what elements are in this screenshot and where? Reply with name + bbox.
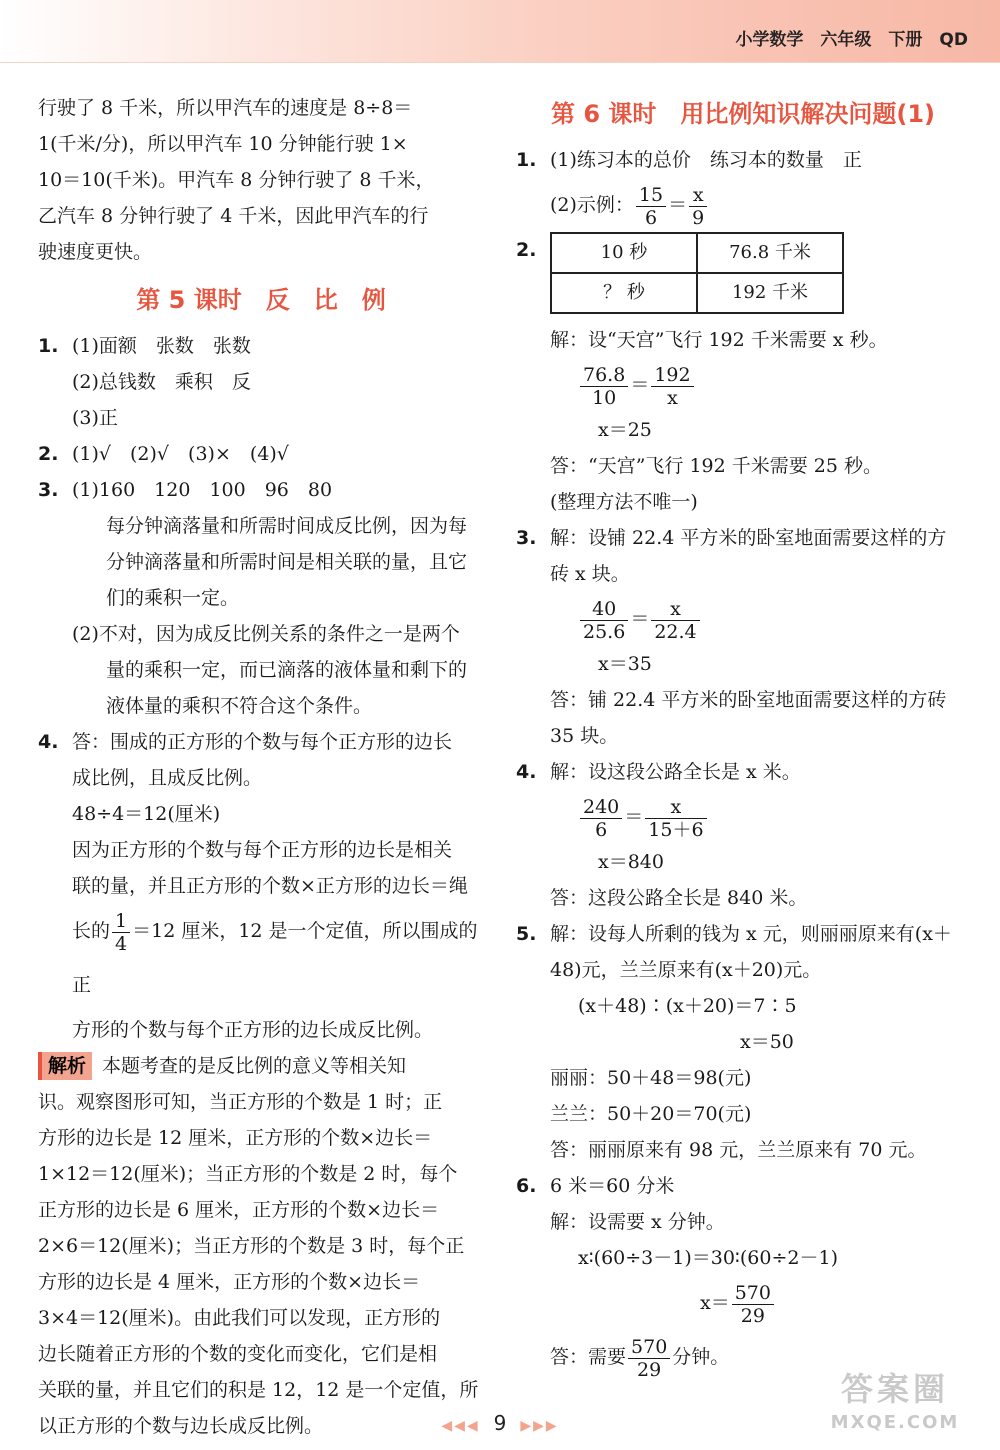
answer-line: 们的乘积一定。 [106,587,240,609]
fraction-denominator: 6 [595,818,608,841]
fraction [645,796,706,841]
answer-line: 兰兰：50＋20＝70(元) [550,1103,752,1125]
fraction [636,184,666,229]
answer-line: x∶(60÷3－1)＝30∶(60÷2－1) [578,1247,838,1269]
equals-sign: ＝ [624,806,644,828]
analysis-first-line [38,1048,484,1084]
answer-line: (1)√ (2)√ (3)× (4)√ [72,443,289,465]
text-part: 答：需要 [550,1346,627,1368]
fraction-numerator: 1 [112,910,130,933]
analysis-line: 方形的边长是 4 厘米，正方形的个数×边长＝ [38,1271,421,1293]
fraction-numerator: x [689,184,707,207]
answer-line: (2)不对，因为成反比例关系的条件之一是两个 [72,623,460,645]
fraction-denominator: 4 [115,932,128,955]
fraction-denominator: 25.6 [583,620,626,643]
answer-line: x＝25 [598,419,652,441]
analysis-line: 2×6＝12(厘米)；当正方形的个数是 3 时，每个正 [38,1235,465,1257]
table-cell: ？ 秒 [551,273,697,313]
question-number: 5. [516,923,537,945]
equation-fraction [550,592,970,646]
answer-line: 丽丽：50＋48＝98(元) [550,1067,752,1089]
fraction-numerator: x [645,796,706,819]
question-2 [516,232,970,520]
table-row [551,273,843,313]
answer-line: (1)160 120 100 96 80 [72,479,333,501]
analysis-line: 识。观察图形可知，当正方形的个数是 1 时；正 [38,1091,443,1113]
answer-line: 35 块。 [550,725,619,747]
fraction-numerator: 240 [580,796,622,819]
answer-line: 48÷4＝12(厘米) [72,803,221,825]
answer-line: 答：这段公路全长是 840 米。 [550,887,808,909]
answer-line: x＝840 [598,851,664,873]
text-part: 本题考查的是反比例的意义等相关知 [102,1055,407,1077]
page-number: 9 [493,1411,507,1435]
question-1 [516,142,970,232]
analysis-line: 以正方形的个数与边长成反比例。 [38,1415,324,1437]
answer-line: x＝50 [740,1031,794,1053]
fraction-numerator: 192 [651,364,693,387]
answer-line: 解：设每人所剩的钱为 x 元，则丽丽原来有(x＋ [550,923,952,945]
equation-fraction [550,790,970,844]
question-number: 4. [38,731,59,753]
answer-line: (1)面额 张数 张数 [72,335,251,357]
fraction-numerator: 570 [628,1336,670,1359]
question-4 [38,724,484,1048]
text-part: 长的 [72,920,111,942]
analysis-block [38,1048,484,1444]
answer-line: x＝35 [598,653,652,675]
equation-fraction [550,358,970,412]
analysis-line: 3×4＝12(厘米)。由此我们可以发现，正方形的 [38,1307,441,1329]
watermark-url: MXQE.COM [830,1412,960,1433]
question-5 [516,916,970,1168]
fraction-denominator: 29 [637,1358,662,1381]
answer-line: (3)正 [72,407,118,429]
fraction-numerator: 15 [636,184,666,207]
fraction-denominator: 10 [592,386,617,409]
fraction-numerator: 76.8 [580,364,628,387]
answer-line: 分钟滴落量和所需时间是相关联的量，且它 [106,551,468,573]
question-2 [38,436,484,472]
fraction [628,1336,670,1381]
header-book-info: 小学数学 六年级 下册 QD [735,30,968,50]
answer-line: (整理方法不唯一) [550,491,698,513]
question-1 [38,328,484,436]
analysis-line: 关联的量，并且它们的积是 12，12 是一个定值，所 [38,1379,479,1401]
fraction-numerator: 570 [732,1282,774,1305]
answer-line: (2)总钱数 乘积 反 [72,371,251,393]
answer-line: 答：铺 22.4 平方米的卧室地面需要这样的方砖 [550,689,947,711]
fraction-denominator: 15＋6 [648,818,704,841]
question-number: 6. [516,1175,537,1197]
intro-line: 1(千米/分)，所以甲汽车 10 分钟能行驶 1× [38,133,408,155]
intro-line: 行驶了 8 千米，所以甲汽车的速度是 8÷8＝ [38,97,413,119]
question-number: 2. [516,239,537,261]
answer-line: 因为正方形的个数与每个正方形的边长是相关 [72,839,453,861]
text-part: x＝ [700,1292,730,1314]
answer-line: 48)元，兰兰原来有(x＋20)元。 [550,959,822,981]
answer-line-fraction [72,904,484,1012]
fraction-denominator: x [667,386,678,409]
speed-time-table [550,232,844,314]
question-3 [38,472,484,724]
lesson6-title: 第 6 课时 用比例知识解决问题(1) [550,100,936,128]
table-cell: 76.8 千米 [697,233,843,273]
fraction [651,364,693,409]
answer-line: 解：设铺 22.4 平方米的卧室地面需要这样的方 [550,527,947,549]
analysis-line: 方形的边长是 12 厘米，正方形的个数×边长＝ [38,1127,433,1149]
answer-line: 答：围成的正方形的个数与每个正方形的边长 [72,731,453,753]
left-column [38,90,484,1444]
answer-line: 解：设这段公路全长是 x 米。 [550,761,801,783]
watermark-text: 答案圈 [840,1370,949,1408]
question-3 [516,520,970,754]
answer-line: 解：设“天宫”飞行 192 千米需要 x 秒。 [550,329,888,351]
text-part: (2)示例： [550,194,634,216]
lesson5-title: 第 5 课时 反 比 例 [136,286,386,314]
fraction [112,910,130,955]
prev-arrows-icon: ◀◀◀ [441,1418,480,1434]
answer-line: (x＋48)∶(x＋20)＝7∶5 [578,995,797,1017]
analysis-line: 1×12＝12(厘米)；当正方形的个数是 2 时，每个 [38,1163,458,1185]
table-cell: 10 秒 [551,233,697,273]
question-number: 1. [516,149,537,171]
fraction-denominator: 29 [740,1304,765,1327]
answer-line: (1)练习本的总价 练习本的数量 正 [550,149,862,171]
fraction [732,1282,774,1327]
watermark-logo [810,1368,980,1446]
fraction [580,598,628,643]
fraction-numerator: 40 [580,598,628,621]
equals-sign: ＝ [630,374,650,396]
answer-line: 6 米＝60 分米 [550,1175,675,1197]
answer-line: 成比例，且成反比例。 [72,767,263,789]
fraction-numerator: x [651,598,699,621]
question-number: 1. [38,335,59,357]
fraction-denominator: 22.4 [654,620,697,643]
analysis-line: 边长随着正方形的个数的变化而变化，它们是相 [38,1343,438,1365]
answer-line: 每分钟滴落量和所需时间成反比例，因为每 [106,515,468,537]
answer-line: 方形的个数与每个正方形的边长成反比例。 [72,1019,434,1041]
question-number: 3. [516,527,537,549]
equals-sign: ＝ [630,608,650,630]
next-arrows-icon: ▶▶▶ [520,1418,559,1434]
answer-line-fraction [550,178,970,232]
answer-line: 答：丽丽原来有 98 元，兰兰原来有 70 元。 [550,1139,927,1161]
answer-line: 量的乘积一定，而已滴落的液体量和剩下的 [106,659,468,681]
intro-line: 10＝10(千米)。甲汽车 8 分钟行驶了 8 千米， [38,169,435,191]
fraction-denominator: 6 [644,206,658,229]
intro-line: 乙汽车 8 分钟行驶了 4 千米，因此甲汽车的行 [38,205,429,227]
analysis-tag: 解析 [38,1052,92,1080]
fraction [651,598,699,643]
fraction-denominator: 9 [692,206,705,229]
right-column [516,92,970,1384]
fraction [689,184,707,229]
question-number: 4. [516,761,537,783]
text-part: 分钟。 [672,1346,730,1368]
answer-line: 液体量的乘积不符合这个条件。 [106,695,373,717]
question-number: 3. [38,479,59,501]
answer-line-fraction [550,1276,970,1330]
answer-line: 解：设需要 x 分钟。 [550,1211,725,1233]
answer-line: 砖 x 块。 [550,563,630,585]
question-4 [516,754,970,916]
table-cell: 192 千米 [697,273,843,313]
question-number: 2. [38,443,59,465]
fraction [580,364,628,409]
analysis-line: 正方形的边长是 6 厘米，正方形的个数×边长＝ [38,1199,440,1221]
equals-sign: ＝ [668,194,688,216]
table-row [551,233,843,273]
intro-line: 驶速度更快。 [38,241,153,263]
fraction [580,796,622,841]
answer-line: 答：“天宫”飞行 192 千米需要 25 秒。 [550,455,883,477]
answer-line: 联的量，并且正方形的个数×正方形的边长＝绳 [72,875,468,897]
question-6 [516,1168,970,1384]
text-part: ＝12 厘米，12 是一个定值，所以围成的正 [72,920,478,996]
